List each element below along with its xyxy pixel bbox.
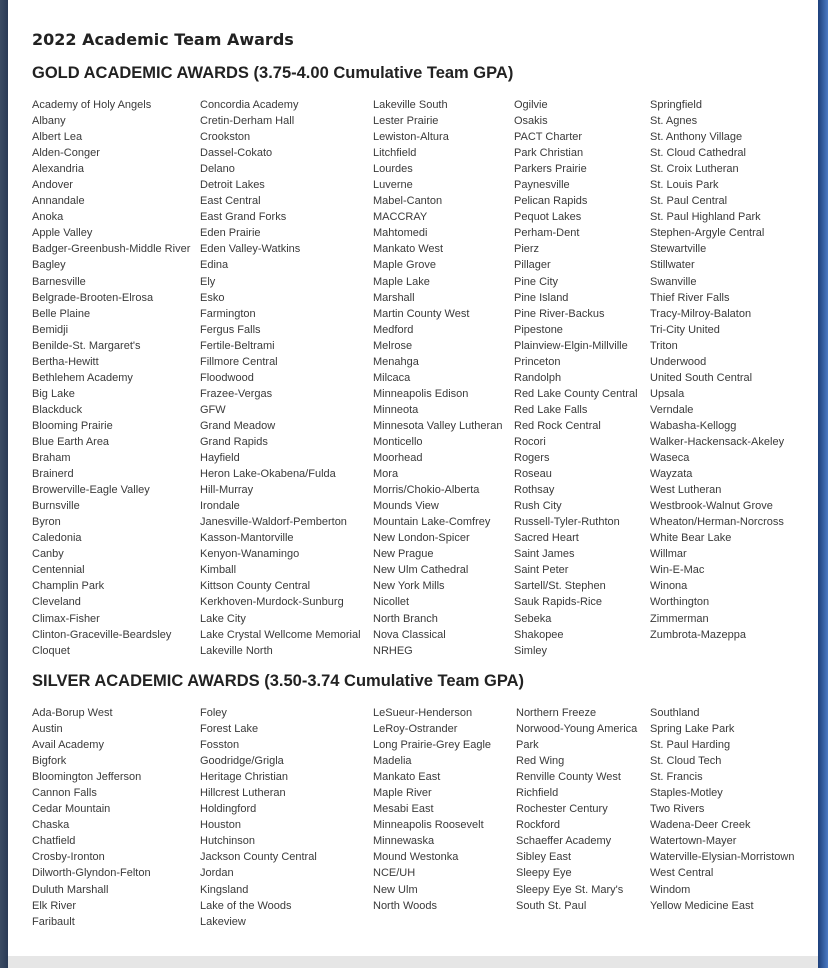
school-name: Thief River Falls: [650, 291, 730, 304]
school-name: Austin: [32, 723, 63, 736]
school-name: Martin County West: [373, 307, 470, 320]
school-name: Maple Lake: [373, 275, 430, 288]
school-name: Jordan: [200, 867, 234, 880]
school-name: Fertile-Beltrami: [200, 339, 275, 352]
school-name: Sartell/St. Stephen: [514, 580, 606, 593]
school-name: Melrose: [373, 339, 413, 352]
school-name: Windom: [650, 883, 691, 896]
school-name: Moorhead: [373, 452, 423, 465]
school-name: Parkers Prairie: [514, 163, 587, 176]
school-name: Stewartville: [650, 243, 707, 256]
school-name: LeRoy-Ostrander: [373, 723, 458, 736]
school-name: Schaeffer Academy: [516, 835, 612, 848]
gold-column-3: [373, 97, 502, 659]
school-name: Minnesota Valley Lutheran: [373, 419, 503, 432]
school-name: Menahga: [373, 355, 419, 368]
school-name: United South Central: [650, 371, 753, 384]
school-name: Luverne: [373, 179, 413, 192]
school-name: Alexandria: [32, 163, 84, 176]
school-name: Morris/Chokio-Alberta: [373, 484, 480, 497]
school-name: Bloomington Jefferson: [32, 771, 142, 784]
school-name: Lake of the Woods: [200, 899, 292, 912]
school-name: Lester Prairie: [373, 115, 439, 128]
school-name: Princeton: [514, 355, 561, 368]
document-page: [8, 0, 818, 968]
school-name: St. Croix Lutheran: [650, 163, 739, 176]
school-name: Heritage Christian: [200, 771, 289, 784]
school-name: Rochester Century: [516, 803, 608, 816]
school-name: New York Mills: [373, 580, 445, 593]
school-name: Triton: [650, 339, 678, 352]
school-name: Kittson County Central: [200, 580, 311, 593]
school-name: Mound Westonka: [373, 851, 459, 864]
school-name: West Lutheran: [650, 484, 722, 497]
school-name: Concordia Academy: [200, 99, 299, 111]
school-name: Elk River: [32, 899, 77, 912]
school-name: Rocori: [514, 435, 546, 448]
school-name: St. Cloud Cathedral: [650, 147, 746, 160]
school-name: Lakeville South: [373, 99, 448, 111]
school-name: Sleepy Eye St. Mary's: [516, 883, 624, 896]
school-name: Monticello: [373, 435, 423, 448]
school-name: Minneapolis Edison: [373, 387, 469, 400]
school-name: Alden-Conger: [32, 147, 100, 160]
school-name: Barnesville: [32, 275, 86, 288]
school-name: Eden Valley-Watkins: [200, 243, 301, 256]
school-name: PACT Charter: [514, 131, 583, 144]
school-name: Southland: [650, 707, 700, 719]
school-name: Ely: [200, 275, 216, 288]
school-name: Lewiston-Altura: [373, 131, 449, 144]
school-name: Russell-Tyler-Ruthton: [514, 516, 620, 529]
school-name: Minneapolis Roosevelt: [373, 819, 484, 832]
school-name: Willmar: [650, 548, 687, 561]
school-name: Mahtomedi: [373, 227, 428, 240]
school-name: Mabel-Canton: [373, 195, 443, 208]
school-name: Browerville-Eagle Valley: [32, 484, 150, 497]
school-name: Ogilvie: [514, 99, 548, 111]
school-name: Belgrade-Brooten-Elrosa: [32, 291, 154, 304]
school-name: Kingsland: [200, 883, 249, 896]
school-name: Zumbrota-Mazeppa: [650, 628, 746, 641]
school-name: Madelia: [373, 755, 412, 768]
school-name: Northern Freeze: [516, 707, 597, 719]
school-name: Cannon Falls: [32, 787, 97, 800]
school-name: Medford: [373, 323, 414, 336]
school-name: Park Christian: [514, 147, 584, 160]
school-name: Red Lake County Central: [514, 387, 638, 400]
school-name: Yellow Medicine East: [650, 899, 754, 912]
school-name: Canby: [32, 548, 64, 561]
school-name: Sibley East: [516, 851, 572, 864]
school-name: LeSueur-Henderson: [373, 707, 473, 719]
school-name: Caledonia: [32, 532, 82, 545]
school-name: Apple Valley: [32, 227, 93, 240]
school-name: Randolph: [514, 371, 562, 384]
school-name: Pine Island: [514, 291, 569, 304]
school-name: Bemidji: [32, 323, 69, 336]
school-name: Big Lake: [32, 387, 75, 400]
school-name: Grand Rapids: [200, 435, 268, 448]
school-name: New Prague: [373, 548, 434, 561]
school-name: Rockford: [516, 819, 561, 832]
school-name: Fillmore Central: [200, 355, 278, 368]
school-name: Esko: [200, 291, 225, 304]
school-name: Dassel-Cokato: [200, 147, 273, 160]
school-name: South St. Paul: [516, 899, 587, 912]
school-name: Blackduck: [32, 403, 83, 416]
school-name: Saint Peter: [514, 564, 569, 577]
school-name: Frazee-Vergas: [200, 387, 273, 400]
school-name: Renville County West: [516, 771, 621, 784]
school-name: Braham: [32, 452, 71, 465]
school-name: North Branch: [373, 612, 438, 625]
gold-column-1: [32, 97, 190, 659]
silver-awards-heading: SILVER ACADEMIC AWARDS (3.50-3.74 Cumulative Team GPA): [32, 672, 525, 690]
school-name: Zimmerman: [650, 612, 709, 625]
school-name: Badger-Greenbush-Middle River: [32, 243, 191, 256]
school-name: Winona: [650, 580, 688, 593]
school-name: Tracy-Milroy-Balaton: [650, 307, 752, 320]
school-name: Heron Lake-Okabena/Fulda: [200, 468, 336, 481]
school-name: MACCRAY: [373, 211, 428, 224]
silver-column-1: [32, 705, 151, 930]
school-name: Osakis: [514, 115, 548, 128]
school-name: Floodwood: [200, 371, 254, 384]
school-name: New London-Spicer: [373, 532, 470, 545]
school-name: Mankato West: [373, 243, 444, 256]
school-name: Blooming Prairie: [32, 419, 113, 432]
school-name: East Central: [200, 195, 261, 208]
school-name: Mountain Lake-Comfrey: [373, 516, 491, 529]
school-name: Dilworth-Glyndon-Felton: [32, 867, 151, 880]
school-name: Pelican Rapids: [514, 195, 588, 208]
school-name: Byron: [32, 516, 61, 529]
school-name: Long Prairie-Grey Eagle: [373, 739, 492, 752]
school-name: Marshall: [373, 291, 415, 304]
school-name: Holdingford: [200, 803, 257, 816]
school-name: Grand Meadow: [200, 419, 276, 432]
school-name: Hayfield: [200, 452, 240, 465]
school-name: Detroit Lakes: [200, 179, 265, 192]
school-name: Nicollet: [373, 596, 410, 609]
school-name: Kasson-Mantorville: [200, 532, 294, 545]
gold-column-5: [650, 97, 784, 643]
school-name: Worthington: [650, 596, 710, 609]
school-name: Crosby-Ironton: [32, 851, 105, 864]
school-name: Win-E-Mac: [650, 564, 705, 577]
school-name: Minneota: [373, 403, 419, 416]
school-name: Kerkhoven-Murdock-Sunburg: [200, 596, 344, 609]
school-name: Verndale: [650, 403, 694, 416]
school-name: Shakopee: [514, 628, 564, 641]
school-name: Pipestone: [514, 323, 563, 336]
school-name: Ada-Borup West: [32, 707, 113, 719]
school-name: Sauk Rapids-Rice: [514, 596, 603, 609]
school-name: St. Francis: [650, 771, 703, 784]
school-name: St. Louis Park: [650, 179, 719, 192]
school-name: Lourdes: [373, 163, 413, 176]
school-name: Red Wing: [516, 755, 565, 768]
page-title: 2022 Academic Team Awards: [32, 30, 294, 49]
school-name: Upsala: [650, 387, 685, 400]
school-name: Mounds View: [373, 500, 439, 513]
silver-column-4: [516, 705, 637, 914]
school-name: Red Lake Falls: [514, 403, 588, 416]
school-name: Milcaca: [373, 371, 411, 384]
school-name: NCE/UH: [373, 867, 416, 880]
school-name: Albert Lea: [32, 131, 83, 144]
school-name: Spring Lake Park: [650, 723, 735, 736]
school-name: Anoka: [32, 211, 64, 224]
school-name: New Ulm Cathedral: [373, 564, 469, 577]
school-name: Kimball: [200, 564, 237, 577]
school-name: Perham-Dent: [514, 227, 580, 240]
school-name: White Bear Lake: [650, 532, 732, 545]
school-name: Jackson County Central: [200, 851, 317, 864]
school-name: Wadena-Deer Creek: [650, 819, 751, 832]
school-name: St. Anthony Village: [650, 131, 743, 144]
school-name: NRHEG: [373, 644, 413, 657]
school-name: Cloquet: [32, 644, 70, 657]
school-name: Edina: [200, 259, 229, 272]
school-name: Kenyon-Wanamingo: [200, 548, 300, 561]
school-name: Hill-Murray: [200, 484, 254, 497]
school-name: Pillager: [514, 259, 551, 272]
silver-column-5: [650, 705, 794, 914]
school-name: Lake Crystal Wellcome Memorial: [200, 628, 361, 641]
school-name: St. Paul Harding: [650, 739, 731, 752]
school-name: Bertha-Hewitt: [32, 355, 99, 368]
school-name: Pine City: [514, 275, 559, 288]
school-name: Westbrook-Walnut Grove: [650, 500, 773, 513]
school-name: Lakeview: [200, 915, 246, 928]
school-name: Chatfield: [32, 835, 76, 848]
school-name: Minnewaska: [373, 835, 435, 848]
school-name: West Central: [650, 867, 714, 880]
school-name: Mesabi East: [373, 803, 434, 816]
school-name: Maple Grove: [373, 259, 436, 272]
school-name: Brainerd: [32, 468, 74, 481]
school-name: Waseca: [650, 452, 690, 465]
school-name: Staples-Motley: [650, 787, 723, 800]
school-name: Faribault: [32, 915, 75, 928]
school-name: Chaska: [32, 819, 70, 832]
school-name: Waterville-Elysian-Morristown: [650, 851, 795, 864]
school-name: St. Paul Central: [650, 195, 728, 208]
school-name: Swanville: [650, 275, 697, 288]
school-name: Champlin Park: [32, 580, 105, 593]
school-name: Academy of Holy Angels: [32, 99, 152, 111]
school-name: Pine River-Backus: [514, 307, 605, 320]
school-name: Pequot Lakes: [514, 211, 582, 224]
school-name: Saint James: [514, 548, 575, 561]
school-name: Stephen-Argyle Central: [650, 227, 765, 240]
school-name: St. Agnes: [650, 115, 698, 128]
school-name: Centennial: [32, 564, 85, 577]
school-name: Tri-City United: [650, 323, 720, 336]
school-name: Cleveland: [32, 596, 81, 609]
school-name: Houston: [200, 819, 241, 832]
school-name: Fosston: [200, 739, 240, 752]
school-name: Delano: [200, 163, 235, 176]
school-name: Watertown-Mayer: [650, 835, 737, 848]
school-name: Maple River: [373, 787, 432, 800]
school-name: Belle Plaine: [32, 307, 91, 320]
school-name: Plainview-Elgin-Millville: [514, 339, 628, 352]
school-name: Lake City: [200, 612, 246, 625]
school-name: Annandale: [32, 195, 85, 208]
school-name: Park: [516, 739, 539, 752]
school-name: Sebeka: [514, 612, 552, 625]
school-name: Cedar Mountain: [32, 803, 111, 816]
school-name: Avail Academy: [32, 739, 104, 752]
school-name: Goodridge/Grigla: [200, 755, 284, 768]
school-name: Benilde-St. Margaret's: [32, 339, 141, 352]
school-name: Blue Earth Area: [32, 435, 110, 448]
school-name: Rush City: [514, 500, 562, 513]
school-name: Norwood-Young America: [516, 723, 638, 736]
school-name: St. Paul Highland Park: [650, 211, 761, 224]
school-name: Pierz: [514, 243, 540, 256]
school-name: Two Rivers: [650, 803, 705, 816]
school-name: Clinton-Graceville-Beardsley: [32, 628, 172, 641]
school-name: Climax-Fisher: [32, 612, 100, 625]
school-name: Springfield: [650, 99, 702, 111]
school-name: Hutchinson: [200, 835, 256, 848]
silver-column-3: [373, 705, 491, 914]
gold-column-2: [200, 97, 361, 659]
school-name: Albany: [32, 115, 66, 128]
school-name: Mankato East: [373, 771, 441, 784]
school-name: North Woods: [373, 899, 437, 912]
school-name: Irondale: [200, 500, 240, 513]
school-name: Roseau: [514, 468, 552, 481]
silver-column-2: [200, 705, 317, 930]
school-name: Duluth Marshall: [32, 883, 109, 896]
footer-bar: [8, 956, 818, 968]
school-name: Bethlehem Academy: [32, 371, 133, 384]
school-name: Red Rock Central: [514, 419, 601, 432]
school-name: Mora: [373, 468, 399, 481]
school-name: Underwood: [650, 355, 707, 368]
school-name: East Grand Forks: [200, 211, 287, 224]
school-name: Wheaton/Herman-Norcross: [650, 516, 784, 529]
school-name: Bigfork: [32, 755, 67, 768]
gold-column-4: [514, 97, 638, 659]
school-name: Eden Prairie: [200, 227, 261, 240]
school-name: Sleepy Eye: [516, 867, 572, 880]
school-name: Lakeville North: [200, 644, 273, 657]
school-name: Hillcrest Lutheran: [200, 787, 286, 800]
school-name: Cretin-Derham Hall: [200, 115, 295, 128]
school-name: Burnsville: [32, 500, 80, 513]
school-name: Janesville-Waldorf-Pemberton: [200, 516, 347, 529]
school-name: Litchfield: [373, 147, 417, 160]
school-name: Nova Classical: [373, 628, 446, 641]
school-name: Sacred Heart: [514, 532, 579, 545]
school-name: Bagley: [32, 259, 66, 272]
school-name: New Ulm: [373, 883, 418, 896]
school-name: Crookston: [200, 131, 251, 144]
school-name: Rothsay: [514, 484, 555, 497]
school-name: Fergus Falls: [200, 323, 261, 336]
school-name: Rogers: [514, 452, 550, 465]
school-name: Paynesville: [514, 179, 570, 192]
school-name: Stillwater: [650, 259, 695, 272]
school-name: Foley: [200, 707, 227, 719]
school-name: GFW: [200, 403, 226, 416]
school-name: Forest Lake: [200, 723, 259, 736]
school-name: Wayzata: [650, 468, 693, 481]
school-name: Richfield: [516, 787, 559, 800]
school-name: Simley: [514, 644, 548, 657]
school-name: Wabasha-Kellogg: [650, 419, 737, 432]
school-name: Andover: [32, 179, 73, 192]
gold-awards-heading: GOLD ACADEMIC AWARDS (3.75-4.00 Cumulative Team GPA): [32, 64, 514, 82]
school-name: Walker-Hackensack-Akeley: [650, 435, 785, 448]
school-name: St. Cloud Tech: [650, 755, 722, 768]
school-name: Farmington: [200, 307, 256, 320]
